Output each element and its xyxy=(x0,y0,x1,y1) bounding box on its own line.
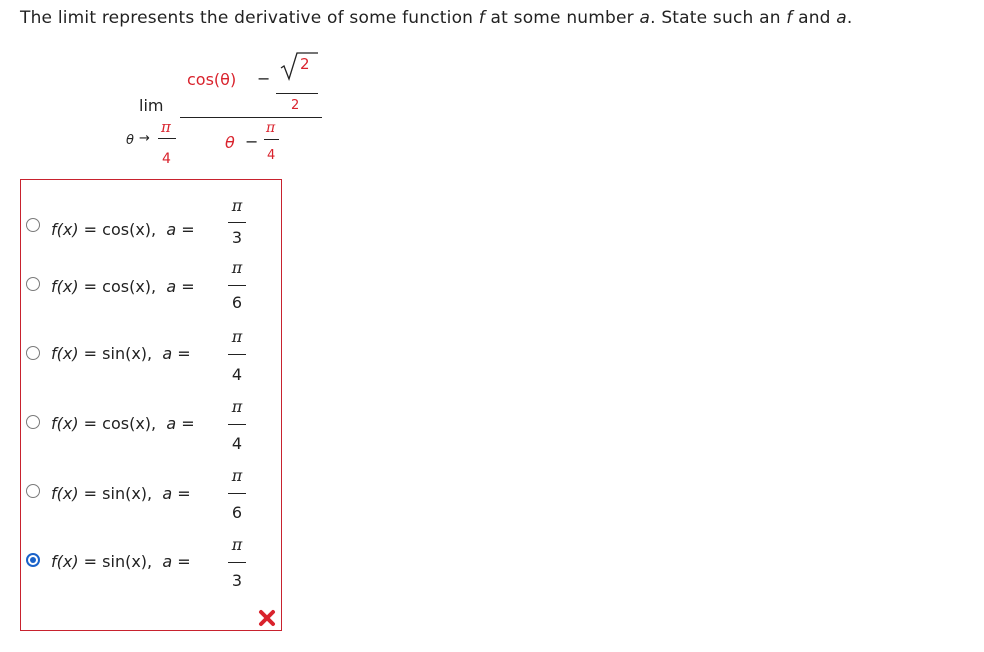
question-part: . State such an xyxy=(650,8,787,28)
option-eq: = sin(x), xyxy=(78,484,153,503)
option-label xyxy=(51,484,191,503)
limit-sub-theta: θ xyxy=(126,133,134,148)
x-mark-icon xyxy=(258,609,276,627)
radio-button[interactable] xyxy=(26,277,40,291)
option-a: a xyxy=(166,220,177,239)
option-label xyxy=(51,344,191,363)
radio-button-selected[interactable] xyxy=(26,553,40,567)
denominator-pi: π xyxy=(266,120,276,136)
question-part: and xyxy=(792,8,837,28)
option-fx: f(x) xyxy=(51,414,79,433)
sqrt-arg: 2 xyxy=(300,55,310,73)
option-fx: f(x) xyxy=(51,220,79,239)
question-part: The limit represents the derivative of some function xyxy=(20,8,479,28)
question-var-a: a xyxy=(639,8,651,28)
option-fx: f(x) xyxy=(51,484,79,503)
question-part: at some number xyxy=(484,8,640,28)
numerator-minus: − xyxy=(257,69,271,88)
question-var-f: f xyxy=(478,8,485,28)
answer-option-6[interactable] xyxy=(21,535,283,606)
option-a: a xyxy=(162,552,173,571)
answer-option-2[interactable] xyxy=(21,258,283,329)
option-pi: π xyxy=(231,196,243,215)
option-aeq: = xyxy=(176,277,195,296)
question-var-a: a xyxy=(836,8,847,28)
denominator-theta: θ xyxy=(225,133,235,152)
radio-button[interactable] xyxy=(26,484,40,498)
option-a: a xyxy=(166,414,177,433)
option-a: a xyxy=(162,484,173,503)
option-fx: f(x) xyxy=(51,552,79,571)
option-fraction-bar xyxy=(228,285,246,286)
limit-sub-arrow: → xyxy=(139,131,150,146)
limit-sub-den: 4 xyxy=(162,151,171,167)
denominator-den: 4 xyxy=(267,148,276,163)
denominator-minus: − xyxy=(245,132,259,151)
option-label xyxy=(51,552,191,571)
sqrt-den: 2 xyxy=(291,98,300,113)
option-aeq: = xyxy=(176,220,195,239)
option-den: 4 xyxy=(231,434,243,453)
option-eq: = sin(x), xyxy=(78,344,153,363)
denominator-fraction-bar xyxy=(264,139,279,140)
option-fx: f(x) xyxy=(51,277,79,296)
option-aeq: = xyxy=(172,484,191,503)
option-aeq: = xyxy=(172,552,191,571)
option-eq: = cos(x), xyxy=(78,414,157,433)
main-fraction-bar xyxy=(180,117,322,118)
option-pi: π xyxy=(231,535,243,554)
option-label xyxy=(51,277,195,296)
option-fraction-bar xyxy=(228,354,246,355)
limit-expression xyxy=(0,0,984,175)
option-label xyxy=(51,414,195,433)
radio-button[interactable] xyxy=(26,415,40,429)
option-eq: = sin(x), xyxy=(78,552,153,571)
option-den: 6 xyxy=(231,503,243,522)
lim-label: lim xyxy=(139,96,164,115)
option-den: 3 xyxy=(231,228,243,247)
option-den: 4 xyxy=(231,365,243,384)
option-fraction-bar xyxy=(228,562,246,563)
option-pi: π xyxy=(231,466,243,485)
answer-option-5[interactable] xyxy=(21,466,283,537)
radio-button[interactable] xyxy=(26,346,40,360)
option-pi: π xyxy=(231,258,243,277)
option-den: 6 xyxy=(231,293,243,312)
option-fraction-bar xyxy=(228,493,246,494)
option-fraction-bar xyxy=(228,222,246,223)
option-fraction-bar xyxy=(228,424,246,425)
sqrt-fraction-bar xyxy=(276,93,318,94)
option-a: a xyxy=(162,344,173,363)
question-var-f: f xyxy=(786,8,793,28)
answer-option-3[interactable] xyxy=(21,327,283,398)
radio-button[interactable] xyxy=(26,218,40,232)
option-pi: π xyxy=(231,327,243,346)
option-aeq: = xyxy=(172,344,191,363)
question-part: . xyxy=(846,8,853,28)
limit-sub-fraction-bar xyxy=(158,138,176,139)
answer-options xyxy=(20,179,282,631)
option-pi: π xyxy=(231,397,243,416)
option-eq: = cos(x), xyxy=(78,220,157,239)
option-den: 3 xyxy=(231,571,243,590)
numerator-cos: cos(θ) xyxy=(187,70,237,89)
limit-sub-pi: π xyxy=(161,118,171,136)
option-eq: = cos(x), xyxy=(78,277,157,296)
option-a: a xyxy=(166,277,177,296)
option-aeq: = xyxy=(176,414,195,433)
option-fx: f(x) xyxy=(51,344,79,363)
answer-option-4[interactable] xyxy=(21,397,283,468)
answer-option-1[interactable] xyxy=(21,194,283,260)
option-label xyxy=(51,220,195,239)
